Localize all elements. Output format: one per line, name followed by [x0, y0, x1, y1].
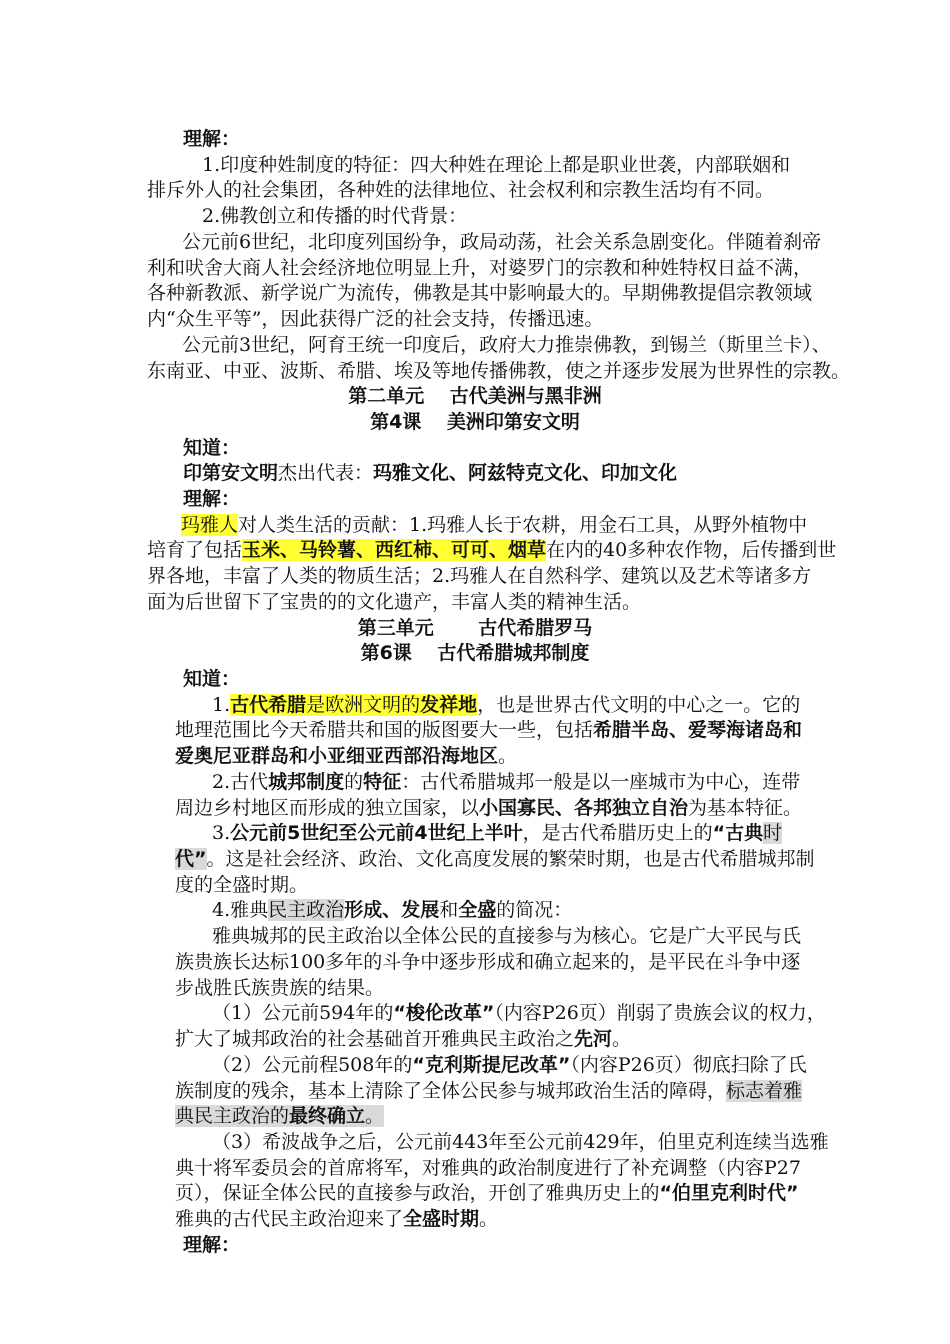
- lesson-title: 第4课 美洲印第安文明: [370, 411, 580, 433]
- text-run: 为基本特征。: [688, 797, 803, 819]
- bold-text: 公元前5世纪至公元前4世纪上半叶: [230, 822, 523, 844]
- paragraph-line: 界各地，丰富了人类的物质生活；2.玛雅人在自然科学、建筑以及艺术等诸多方: [147, 565, 812, 587]
- gray-highlighted-text: 典民主政治的: [175, 1105, 290, 1127]
- paragraph-line: [175, 1206, 498, 1232]
- text-run: ，是古代希腊历史上的: [522, 822, 713, 844]
- text-run: 周边乡村地区而形成的独立国家，以: [175, 797, 480, 819]
- understand-heading: 理解：: [183, 1234, 241, 1256]
- know-heading: 知道：: [183, 668, 241, 690]
- highlighted-text: 玉米、马铃薯、西红柿、可可、烟草: [242, 539, 547, 561]
- bold-text: 、: [382, 899, 402, 921]
- paragraph-line: 步战胜氏族贵族的结果。: [175, 977, 385, 999]
- paragraph-line: 排斥外人的社会集团，各种姓的法律地位、社会权利和宗教生活均有不同。: [147, 179, 775, 201]
- text-run: 族制度的残余，基本上清除了全体公民参与城邦政治生活的障碍，: [175, 1080, 727, 1102]
- paragraph-line: 2.佛教创立和传播的时代背景：: [202, 205, 468, 227]
- bold-text: “伯里克利时代”: [659, 1182, 799, 1204]
- text-run: （1）公元前594年的: [212, 1002, 394, 1024]
- text-run: 扩大了城邦政治的社会基础首开雅典民主政治之: [175, 1028, 575, 1050]
- paragraph-line: [175, 1026, 631, 1052]
- bold-text: 先河: [574, 1028, 613, 1050]
- bold-text: 印第安文明: [183, 462, 279, 484]
- bold-text: “克利斯提尼改革”: [412, 1054, 571, 1076]
- text-run: 地理范围比今天希腊共和国的版图要大一些，包括: [175, 719, 594, 741]
- paragraph-line: [181, 512, 807, 538]
- bold-text: “古典: [712, 822, 764, 844]
- bold-text: “梭伦改革”: [393, 1002, 495, 1024]
- bold-text: 特征: [363, 771, 402, 793]
- paragraph-line: 度的全盛时期。: [175, 874, 309, 896]
- paragraph-line: [212, 769, 800, 795]
- text-run: 1.: [212, 694, 231, 716]
- text-run: 页），保证全体公民的直接参与政治，开创了雅典历史上的: [175, 1182, 660, 1204]
- highlighted-text: 古代希腊: [230, 694, 307, 716]
- paragraph-line: [175, 1180, 799, 1206]
- paragraph-line: （3）希波战争之后，公元前443年至公元前429年，伯里克利连续当选雅: [212, 1131, 829, 1153]
- paragraph-line: 公元前3世纪，阿育王统一印度后，政府大力推崇佛教，到锡兰（斯里兰卡）、: [182, 334, 831, 356]
- paragraph-line: [212, 1000, 826, 1026]
- paragraph-line: 各种新教派、新学说广为流传，佛教是其中影响最大的。早期佛教提倡宗教领域: [147, 282, 813, 304]
- text-run: ，也是世界古代文明的中心之一。它的: [477, 694, 801, 716]
- paragraph-line: 利和吠舍大商人社会经济地位明显上升，对婆罗门的宗教和种姓特权日益不满，: [147, 257, 813, 279]
- text-run: 的简况：: [496, 899, 573, 921]
- text-run: （内容P26页）削弱了贵族会议的权力，: [494, 1002, 826, 1024]
- highlighted-text: 玛雅人: [181, 514, 239, 536]
- bold-text: 玛雅文化、阿兹特克文化、印加文化: [373, 462, 678, 484]
- text-run: 。: [479, 1208, 499, 1230]
- bold-text: 希腊半岛、爱琴海诸岛和: [593, 719, 803, 741]
- text-run: 4.雅典: [212, 899, 269, 921]
- paragraph-line: [212, 820, 782, 846]
- paragraph-line: 内“众生平等”，因此获得广泛的社会支持，传播迅速。: [147, 308, 604, 330]
- know-heading: 知道：: [183, 437, 241, 459]
- text-run: （2）公元前程508年的: [212, 1054, 413, 1076]
- gray-highlighted-text: 时: [763, 822, 783, 844]
- text-run: 对人类生活的贡献：1.玛雅人长于农耕，用金石工具，从野外植物中: [238, 514, 808, 536]
- paragraph-line: [212, 1052, 807, 1078]
- text-run: 。这是社会经济、政治、文化高度发展的繁荣时期，也是古代希腊城邦制: [206, 848, 815, 870]
- paragraph-line: 东南亚、中亚、波斯、希腊、埃及等地传播佛教，使之并逐步发展为世界性的宗教。: [147, 360, 851, 382]
- bold-text: 爱奥尼亚群岛和小亚细亚西部沿海地区: [175, 745, 499, 767]
- gray-highlighted-text: 最终确立: [289, 1105, 366, 1127]
- paragraph-line: [175, 1078, 802, 1104]
- paragraph-line: 1.印度种姓制度的特征：四大种姓在理论上都是职业世袭，内部联姻和: [202, 154, 791, 176]
- unit-title: 第二单元 古代美洲与黑非洲: [348, 385, 602, 407]
- bold-text: 全盛: [458, 899, 497, 921]
- paragraph-line: [147, 537, 836, 563]
- bold-text: 城邦制度: [268, 771, 345, 793]
- highlighted-text: 是欧洲文明的: [306, 694, 421, 716]
- gray-highlighted-text: 。: [365, 1105, 385, 1127]
- gray-highlighted-text: 民主政治: [268, 899, 345, 921]
- text-run: 雅典的古代民主政治迎来了: [175, 1208, 404, 1230]
- text-run: 的: [344, 771, 364, 793]
- text-run: ：古代希腊城邦一般是以一座城市为中心，连带: [401, 771, 801, 793]
- gray-highlighted-text: 标志着雅: [726, 1080, 803, 1102]
- understand-heading: 理解：: [183, 128, 241, 150]
- understand-heading: 理解：: [183, 488, 241, 510]
- paragraph-line: 公元前6世纪，北印度列国纷争，政局动荡，社会关系急剧变化。伴随着刹帝: [182, 231, 822, 253]
- paragraph-line: 典十将军委员会的首席将军，对雅典的政治制度进行了补充调整（内容P27: [175, 1157, 801, 1179]
- paragraph-line: [175, 743, 517, 769]
- paragraph-line: [212, 897, 572, 923]
- gray-highlighted-text: 代”: [175, 848, 207, 870]
- lesson-title: 第6课 古代希腊城邦制度: [360, 642, 590, 664]
- text-run: 在内的40多种农作物，后传播到世: [546, 539, 837, 561]
- paragraph-line: 面为后世留下了宝贵的的文化遗产，丰富人类的精神生活。: [147, 591, 642, 613]
- paragraph-line: [175, 846, 815, 872]
- paragraph-line: 族贵族长达标100多年的斗争中逐步形成和确立起来的，是平民在斗争中逐: [175, 951, 801, 973]
- paragraph-line: [212, 692, 800, 718]
- unit-title: 第三单元 古代希腊罗马: [357, 617, 593, 639]
- text-run: 杰出代表：: [278, 462, 374, 484]
- highlighted-text: 发祥地: [420, 694, 478, 716]
- text-run: 培育了包括: [147, 539, 243, 561]
- text-run: （内容P26页）彻底扫除了氏: [570, 1054, 807, 1076]
- paragraph-line: [175, 795, 802, 821]
- paragraph-line: [175, 1103, 384, 1129]
- text-run: 和: [439, 899, 459, 921]
- text-run: 3.: [212, 822, 231, 844]
- text-run: 。: [498, 745, 518, 767]
- bold-text: 形成: [344, 899, 383, 921]
- text-run: 。: [612, 1028, 632, 1050]
- bold-text: 发展: [401, 899, 440, 921]
- bold-text: 全盛时期: [403, 1208, 480, 1230]
- text-run: 2.古代: [212, 771, 269, 793]
- paragraph-line: [183, 460, 677, 486]
- bold-text: 小国寡民、各邦独立自治: [479, 797, 689, 819]
- paragraph-line: 雅典城邦的民主政治以全体公民的直接参与为核心。它是广大平民与氏: [212, 925, 802, 947]
- paragraph-line: [175, 717, 802, 743]
